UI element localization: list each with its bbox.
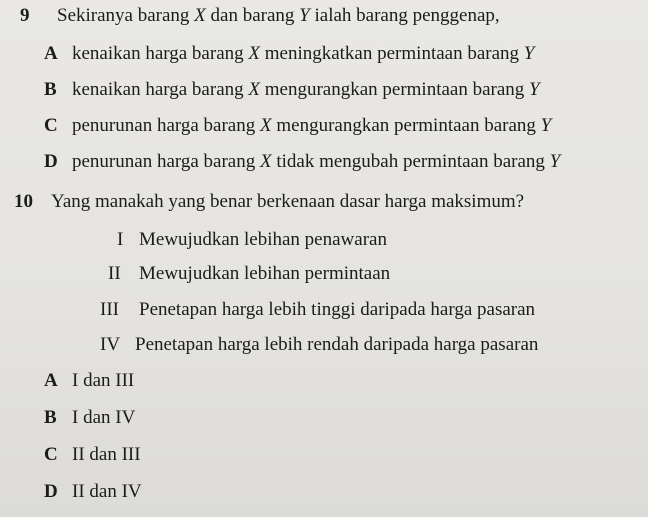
statement-text: Mewujudkan lebihan penawaran xyxy=(139,229,387,250)
option-text: kenaikan harga barang xyxy=(72,79,249,100)
q9-option-b[interactable] xyxy=(44,78,540,102)
q9-option-c[interactable] xyxy=(44,114,551,138)
option-letter: B xyxy=(44,79,57,100)
stem-text: Sekiranya barang xyxy=(57,5,195,26)
question-number: 9 xyxy=(20,5,30,26)
q10-option-c[interactable] xyxy=(44,443,141,467)
option-text: tidak mengubah permintaan barang xyxy=(271,151,550,172)
roman-numeral: IV xyxy=(100,334,121,355)
option-letter: B xyxy=(44,407,57,428)
statement-text: Penetapan harga lebih tinggi daripada harga pasaran xyxy=(139,299,536,320)
variable-x: X xyxy=(260,115,272,136)
q10-option-b[interactable] xyxy=(44,406,135,430)
variable-x: X xyxy=(248,43,260,64)
variable-y: Y xyxy=(523,43,535,64)
variable-y: Y xyxy=(299,5,310,26)
q9-option-d[interactable] xyxy=(44,150,560,174)
option-text: I dan IV xyxy=(72,407,136,428)
q9-option-a[interactable] xyxy=(44,42,534,66)
option-letter: D xyxy=(44,151,58,172)
variable-y: Y xyxy=(540,115,552,136)
option-letter: D xyxy=(44,481,58,502)
q10-option-a[interactable] xyxy=(44,369,134,393)
statement-ii xyxy=(108,262,390,286)
stem-text: dan barang xyxy=(205,5,300,26)
variable-y: Y xyxy=(529,79,540,100)
q10-option-d[interactable] xyxy=(44,480,142,504)
option-text: meningkatkan permintaan barang xyxy=(259,43,524,64)
option-text: II dan IV xyxy=(72,481,142,502)
statement-iii xyxy=(100,298,535,322)
option-text: II dan III xyxy=(72,444,141,465)
option-letter: A xyxy=(44,43,58,64)
stem-text: Yang manakah yang benar berkenaan dasar harga maksimum? xyxy=(51,191,525,212)
statement-iv xyxy=(100,333,538,357)
statement-i xyxy=(117,228,387,252)
statement-text: Mewujudkan lebihan permintaan xyxy=(139,263,391,284)
option-text: I dan III xyxy=(72,370,135,391)
variable-x: X xyxy=(260,151,272,172)
option-letter: C xyxy=(44,444,58,465)
question-9-stem xyxy=(20,4,500,28)
question-10-stem xyxy=(14,190,524,214)
stem-text: ialah barang penggenap, xyxy=(309,5,500,26)
variable-x: X xyxy=(194,5,206,26)
option-text: mengurangkan permintaan barang xyxy=(259,79,530,100)
roman-numeral: II xyxy=(108,263,121,284)
option-text: kenaikan harga barang xyxy=(72,43,249,64)
roman-numeral: III xyxy=(100,299,119,320)
variable-x: X xyxy=(248,79,260,100)
variable-y: Y xyxy=(549,151,561,172)
option-letter: A xyxy=(44,370,58,391)
statement-text: Penetapan harga lebih rendah daripada harga pasaran xyxy=(135,334,539,355)
option-text: penurunan harga barang xyxy=(72,115,260,136)
option-text: mengurangkan permintaan barang xyxy=(271,115,541,136)
question-number: 10 xyxy=(14,191,33,212)
roman-numeral: I xyxy=(117,229,124,250)
option-text: penurunan harga barang xyxy=(72,151,260,172)
option-letter: C xyxy=(44,115,58,136)
